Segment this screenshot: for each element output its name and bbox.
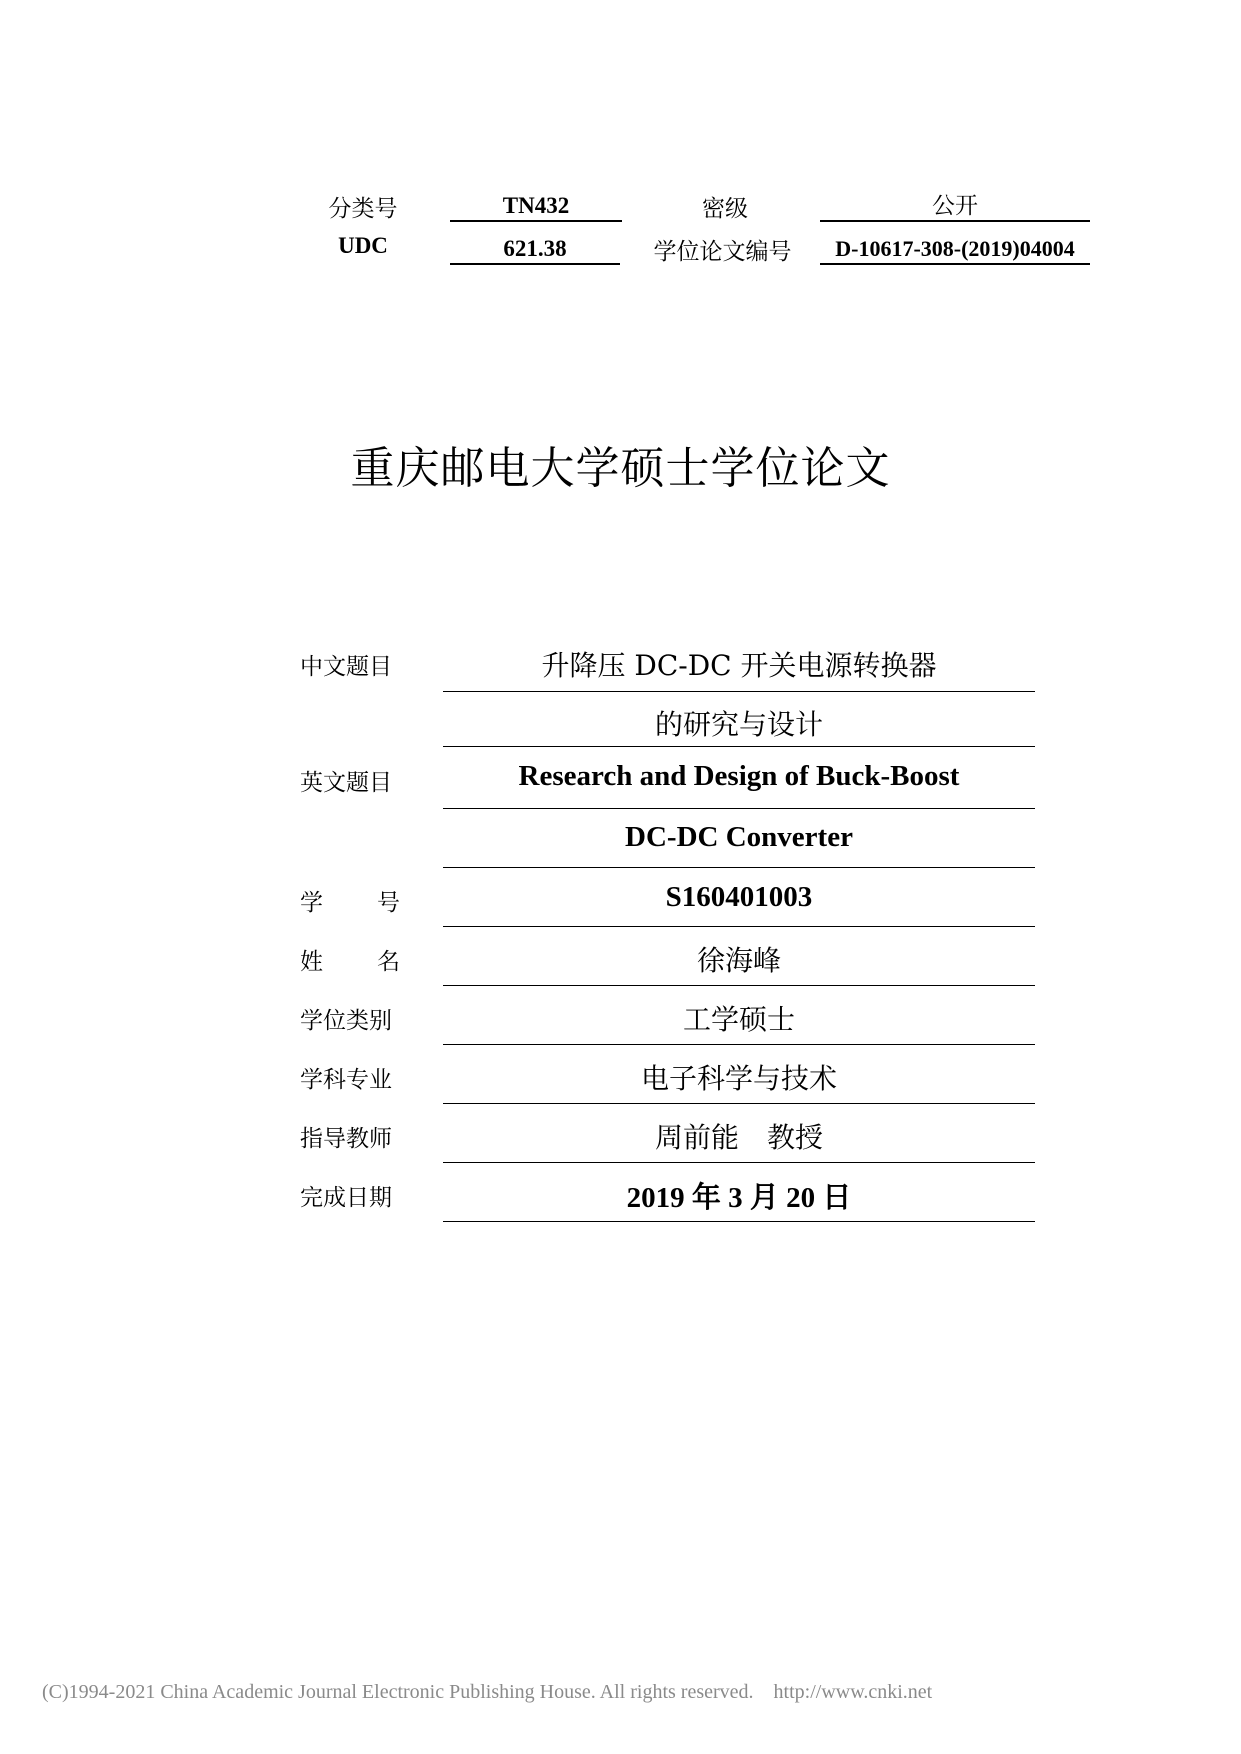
divider: [443, 1162, 1035, 1163]
date-value: 2019 年 3 月 20 日: [626, 1182, 852, 1214]
en-title-label: 英文题目: [300, 770, 392, 796]
page-title: 重庆邮电大学硕士学位论文: [350, 443, 891, 494]
advisor-value: 周前能 教授: [654, 1121, 823, 1154]
cn-title-line2: 的研究与设计: [654, 708, 823, 741]
divider: [443, 1221, 1035, 1222]
class-no-label: 分类号: [328, 196, 398, 222]
student-id-label-a: 学: [300, 890, 323, 916]
advisor-label: 指导教师: [300, 1126, 392, 1152]
udc-value: 621.38: [450, 233, 620, 265]
divider: [443, 926, 1035, 927]
divider: [443, 985, 1035, 986]
degree-type-value: 工学硕士: [682, 1003, 795, 1036]
copyright-footer: (C)1994-2021 China Academic Journal Electronic Publishing House. All rights reserved. http://www.cnki.net: [42, 1681, 933, 1703]
student-id-label-b: 号: [377, 890, 400, 916]
divider: [443, 691, 1035, 692]
secrecy-label: 密级: [702, 196, 748, 222]
cn-title-line1: 升降压 DC-DC 开关电源转换器: [541, 649, 937, 682]
thesis-no-label: 学位论文编号: [653, 239, 792, 265]
name-label-b: 名: [377, 949, 400, 975]
cn-title-label: 中文题目: [300, 654, 392, 680]
divider: [443, 867, 1035, 868]
student-id-label: [300, 884, 400, 917]
divider: [443, 808, 1035, 809]
thesis-no-value: D-10617-308-(2019)04004: [820, 233, 1090, 265]
en-title-line1: Research and Design of Buck-Boost: [518, 760, 960, 792]
degree-type-label: 学位类别: [300, 1008, 392, 1034]
name-label-a: 姓: [300, 949, 323, 975]
divider: [443, 746, 1035, 747]
major-value: 电子科学与技术: [640, 1062, 837, 1095]
name-label: [300, 943, 400, 976]
name-value: 徐海峰: [696, 944, 781, 977]
secrecy-value: 公开: [820, 190, 1090, 222]
major-label: 学科专业: [300, 1067, 392, 1093]
date-label: 完成日期: [300, 1185, 392, 1211]
class-no-value: TN432: [450, 190, 622, 222]
student-id-value: S160401003: [665, 881, 813, 913]
divider: [443, 1044, 1035, 1045]
divider: [443, 1103, 1035, 1104]
en-title-line2: DC-DC Converter: [625, 821, 853, 853]
udc-label: UDC: [338, 233, 388, 258]
